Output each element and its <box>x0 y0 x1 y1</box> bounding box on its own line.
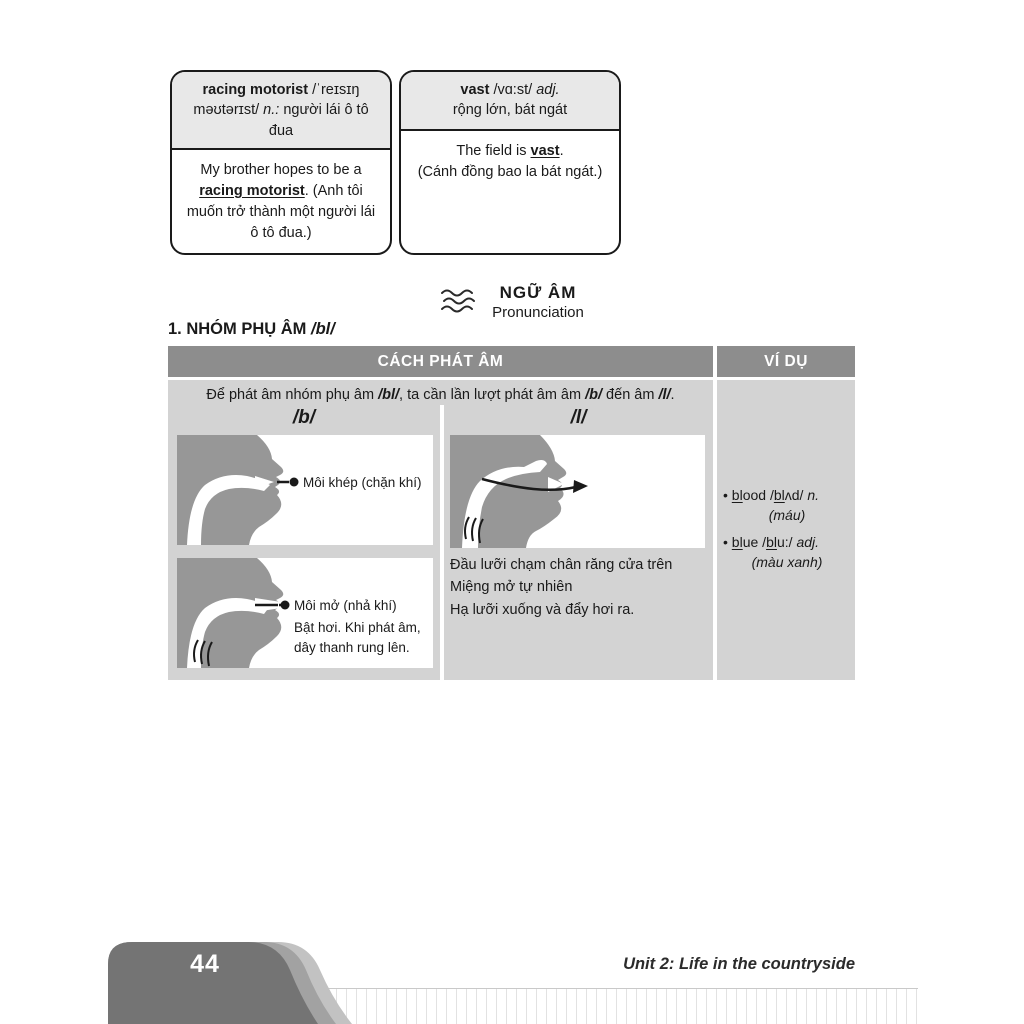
vocab-meaning: người lái ô tô đua <box>268 102 369 139</box>
vocab-card-header <box>401 72 619 131</box>
bullet: • <box>723 533 732 550</box>
example-translation: (Cánh đồng bao la bát ngát.) <box>417 164 603 181</box>
vocab-ipa: /ˈreɪsɪŋ məʊtərɪst/ <box>193 82 360 119</box>
bullet: • <box>723 487 732 503</box>
mouth-profile-tongue-up-icon <box>450 435 705 548</box>
l-note-line3: Hạ lưỡi xuống và đẩy hơi ra. <box>450 601 635 618</box>
instruction-seg: đến âm <box>602 387 659 403</box>
ipa-underlined: bl <box>766 533 777 550</box>
unit-title: Unit 2: Life in the countryside <box>623 955 855 973</box>
example-text: My brother hopes to be a <box>200 161 362 178</box>
waves-icon <box>440 287 480 317</box>
vocab-ipa: /vɑ:st/ <box>489 82 537 98</box>
example-term: racing motorist <box>199 182 305 199</box>
part-of-speech: n. <box>807 487 820 503</box>
mouth-diagram-l <box>450 435 705 548</box>
vocab-word: racing motorist <box>202 82 309 98</box>
diagram-label: Môi khép (chặn khí) <box>303 475 422 490</box>
ipa-rest: ʌd/ <box>784 487 808 503</box>
vocab-card-header <box>172 72 390 150</box>
examples-cell <box>717 380 855 680</box>
diagram-label-line1: Môi mở (nhả khí) <box>294 598 397 613</box>
word-rest: ue <box>742 533 759 550</box>
example-word-blue <box>723 532 851 552</box>
column-header-examples: VÍ DỤ <box>717 346 855 377</box>
section-title-english: Pronunciation <box>492 304 584 321</box>
word-rest: ood <box>742 487 767 503</box>
mouth-profile-open-lips-icon <box>177 558 433 668</box>
pronunciation-instructions-cell <box>168 380 713 680</box>
vocab-meaning: rộng lớn, bát ngát <box>452 102 568 119</box>
word-underlined: bl <box>731 533 743 550</box>
mouth-profile-closed-lips-icon <box>177 435 433 545</box>
column-divider <box>440 405 444 680</box>
example-text-end: . <box>559 143 564 159</box>
diagram-label-line2: Bật hơi. Khi phát âm, <box>294 620 421 635</box>
mouth-diagram-b-closed <box>177 435 433 545</box>
pronunciation-section-header <box>0 283 1024 321</box>
vocab-card-example <box>401 131 619 193</box>
vocab-card-racing-motorist <box>170 70 392 255</box>
pronunciation-table <box>168 346 855 680</box>
ipa-open: / <box>766 487 774 503</box>
instruction-seg: Để phát âm nhóm phụ âm <box>206 387 379 403</box>
phoneme-b: /b/ <box>585 387 603 403</box>
l-note-line2: Miệng mở tự nhiên <box>450 579 573 596</box>
footer-stripes-pattern <box>326 988 918 1024</box>
sub-column-label-l: /l/ <box>570 407 587 428</box>
vocab-card-vast <box>399 70 621 255</box>
vocab-card-example <box>172 150 390 254</box>
example-meaning-blood: (máu) <box>768 507 806 524</box>
example-text: The field is <box>456 143 531 159</box>
example-term: vast <box>530 143 560 159</box>
word-underlined: bl <box>731 487 743 503</box>
ipa-underlined: bl <box>773 487 785 503</box>
example-translation: . (Anh tôi muốn trở thành một người lái ô tô đua.) <box>186 182 376 241</box>
vocab-pos: n.: <box>263 102 280 119</box>
section-title-vietnamese: NGỮ ÂM <box>499 283 577 302</box>
example-meaning-blue: (màu xanh) <box>751 553 823 570</box>
lesson-heading <box>168 320 335 339</box>
phoneme-l: /l/ <box>658 387 671 403</box>
ipa-rest: u:/ <box>776 533 797 550</box>
instruction-seg: , ta cần lần lượt phát âm âm <box>399 387 586 403</box>
phoneme-bl: /bl/ <box>378 387 400 403</box>
instruction-text <box>168 380 713 403</box>
page-number: 44 <box>190 950 220 978</box>
l-note-line1: Đầu lưỡi chạm chân răng cửa trên <box>450 557 673 573</box>
mouth-diagram-b-open <box>177 558 433 668</box>
ipa-open: / <box>758 533 767 550</box>
heading-phoneme: /bl/ <box>311 320 335 338</box>
vocab-word: vast <box>460 82 490 98</box>
vocab-pos: adj. <box>536 82 560 98</box>
heading-text: 1. NHÓM PHỤ ÂM <box>168 320 312 338</box>
l-pronunciation-notes <box>450 554 712 621</box>
diagram-label-line3: dây thanh rung lên. <box>294 640 410 655</box>
sub-column-label-b: /b/ <box>292 407 316 428</box>
column-header-how-to-pronounce: CÁCH PHÁT ÂM <box>168 346 713 377</box>
part-of-speech: adj. <box>796 533 820 550</box>
instruction-seg: . <box>670 387 675 403</box>
example-word-blood <box>723 485 851 505</box>
